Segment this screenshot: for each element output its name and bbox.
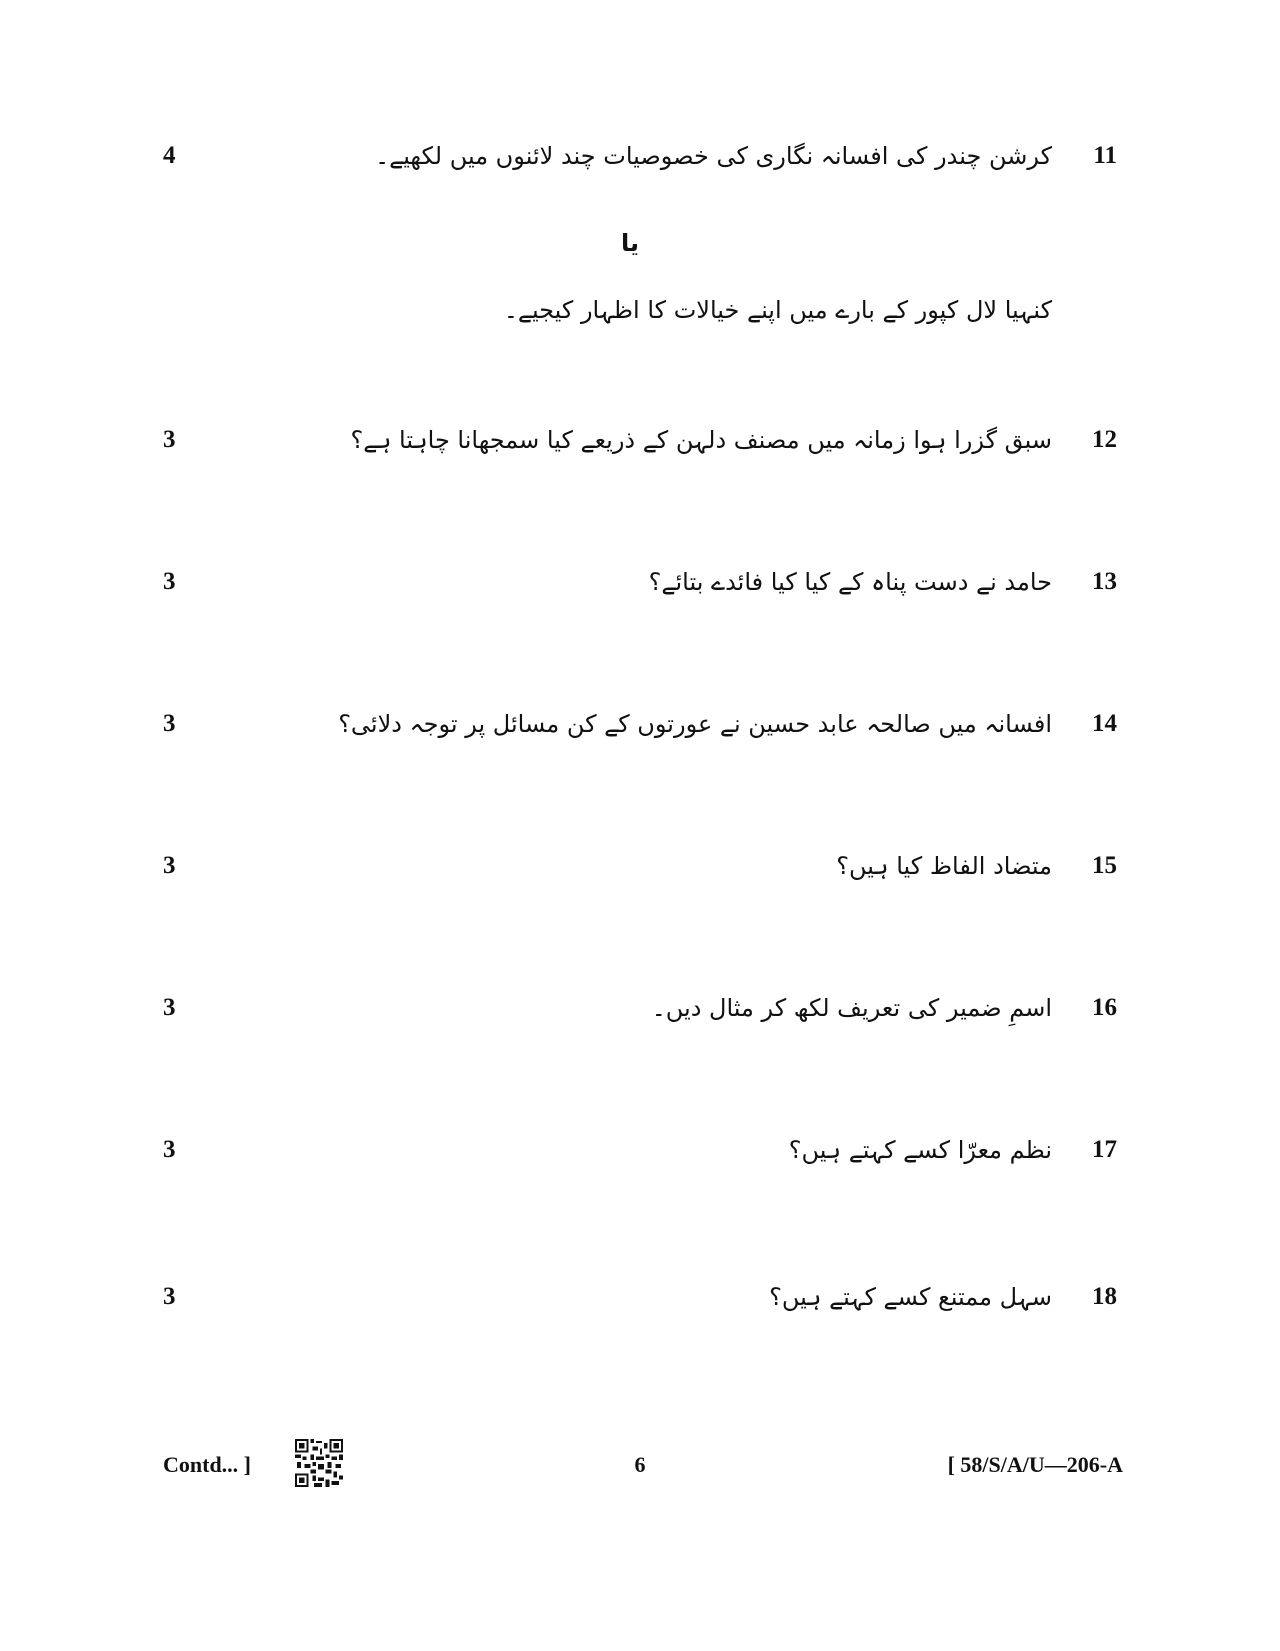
question-number: 18 (1092, 1283, 1117, 1310)
question-number: 16 (1092, 994, 1117, 1021)
question-marks: 3 (163, 426, 176, 453)
page-footer (0, 1445, 1280, 1505)
question-text: کرشن چندر کی افسانہ نگاری کی خصوصیات چند لائنوں میں لکھیے۔ (375, 142, 1052, 170)
paper-code: [ 58/S/A/U—206-A (947, 1452, 1123, 1477)
question-number: 14 (1092, 710, 1117, 737)
question-number: 15 (1092, 852, 1117, 879)
question-marks: 3 (163, 1283, 176, 1310)
question-marks: 3 (163, 852, 176, 879)
question-marks: 4 (163, 142, 176, 169)
question-number: 17 (1092, 1136, 1117, 1163)
alternative-question-text: کنہیا لال کپور کے بارے میں اپنے خیالات کا اظہار کیجیے۔ (503, 296, 1052, 324)
question-marks: 3 (163, 1136, 176, 1163)
question-14 (0, 694, 1280, 754)
question-16 (0, 978, 1280, 1038)
question-marks: 3 (163, 994, 176, 1021)
question-text: افسانہ میں صالحہ عابد حسین نے عورتوں کے کن مسائل پر توجہ دلائی؟ (338, 710, 1052, 738)
question-marks: 3 (163, 710, 176, 737)
qr-code-icon (295, 1439, 343, 1487)
question-marks: 3 (163, 568, 176, 595)
question-18 (0, 1267, 1280, 1327)
or-label: یا (620, 229, 640, 257)
question-17 (0, 1120, 1280, 1180)
question-number: 11 (1093, 142, 1117, 169)
continued-label: Contd... ] (163, 1452, 252, 1477)
question-text: اسمِ ضمیر کی تعریف لکھ کر مثال دیں۔ (651, 994, 1052, 1022)
question-text: سبق گزرا ہوا زمانہ میں مصنف دلہن کے ذریعے کیا سمجھانا چاہتا ہے؟ (350, 426, 1052, 454)
question-15 (0, 836, 1280, 896)
question-text: متضاد الفاظ کیا ہیں؟ (836, 852, 1052, 880)
question-text: سہل ممتنع کسے کہتے ہیں؟ (769, 1283, 1052, 1311)
page-number: 6 (634, 1452, 646, 1477)
question-12 (0, 410, 1280, 470)
question-11 (0, 126, 1280, 186)
question-text: حامد نے دست پناہ کے کیا کیا فائدے بتائے؟ (648, 568, 1052, 596)
question-13 (0, 552, 1280, 612)
question-number: 12 (1092, 426, 1117, 453)
question-text: نظم معرّا کسے کہتے ہیں؟ (788, 1136, 1052, 1164)
question-number: 13 (1092, 568, 1117, 595)
